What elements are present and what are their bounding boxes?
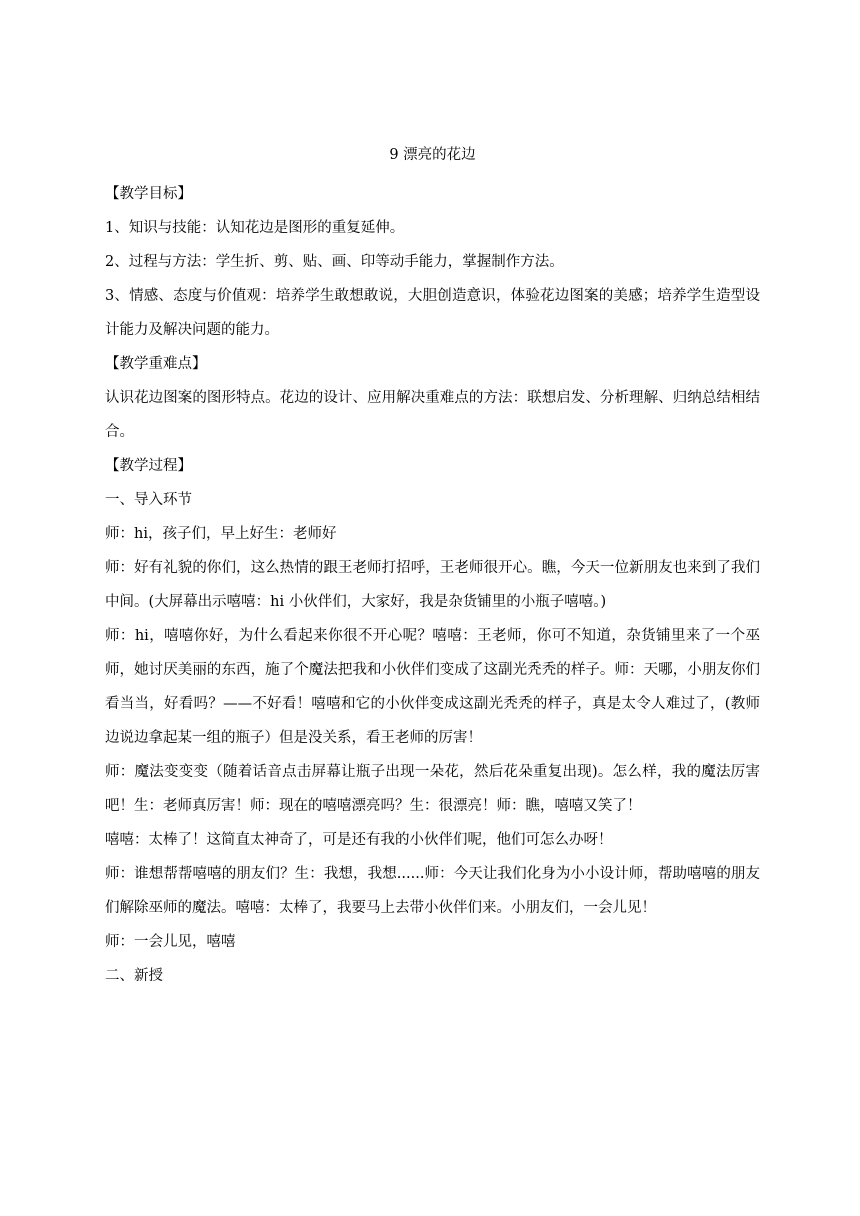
dialogue-paragraph: 师：魔法变变变（随着话音点击屏幕让瓶子出现一朵花，然后花朵重复出现)。怎么样，我的魔法厉害吧！生：老师真厉害！师：现在的嘻嘻漂亮吗？生：很漂亮！师：瞧，嘻嘻又笑了！ <box>105 764 760 814</box>
goal-knowledge-skills: 1、知识与技能：认知花边是图形的重复延伸。 <box>105 220 405 236</box>
dialogue-paragraph: 师：一会儿见，嘻嘻 <box>105 934 236 950</box>
section-introduction: 一、导入环节 <box>105 492 192 508</box>
heading-teaching-process: 【教学过程】 <box>105 458 192 474</box>
dialogue-paragraph: 师：hi，孩子们，早上好生：老师好 <box>105 526 337 542</box>
goal-process-methods: 2、过程与方法：学生折、剪、贴、画、印等动手能力，掌握制作方法。 <box>105 254 564 270</box>
dialogue-paragraph: 师：谁想帮帮嘻嘻的朋友们？生：我想，我想......师：今天让我们化身为小小设计师，帮助嘻嘻的朋友们解除巫师的魔法。嘻嘻：太棒了，我要马上去带小伙伴们来。小朋友们，一会儿见！ <box>105 866 760 916</box>
dialogue-paragraph: 师：hi，嘻嘻你好，为什么看起来你很不开心呢？嘻嘻：王老师，你可不知道，杂货铺里来了一个巫师，她讨厌美丽的东西，施了个魔法把我和小伙伴们变成了这副光秃秃的样子。师：天哪，小朋友你们看当当，好看吗？——不好看！嘻嘻和它的小伙伴变成这副光秃秃的样子，真是太令人难过了，(教师边说边拿起某一组的瓶子）但是没关系，看王老师的厉害！ <box>105 628 760 746</box>
dialogue-paragraph: 师：好有礼貌的你们，这么热情的跟王老师打招呼，王老师很开心。瞧，今天一位新朋友也来到了我们中间。(大屏幕出示嘻嘻：hi 小伙伴们，大家好，我是杂货铺里的小瓶子嘻嘻。) <box>105 560 760 610</box>
key-difficulties-text: 认识花边图案的图形特点。花边的设计、应用解决重难点的方法：联想启发、分析理解、归纳总结相结合。 <box>105 390 760 440</box>
goal-emotion-attitude: 3、情感、态度与价值观：培养学生敢想敢说，大胆创造意识，体验花边图案的美感；培养学生造型设计能力及解决问题的能力。 <box>105 288 760 338</box>
document-page <box>105 143 760 993</box>
heading-teaching-goals: 【教学目标】 <box>105 186 192 202</box>
dialogue-paragraph: 嘻嘻：太棒了！这简直太神奇了，可是还有我的小伙伴们呢，他们可怎么办呀！ <box>105 832 613 848</box>
heading-key-difficulties: 【教学重难点】 <box>105 356 207 372</box>
document-title: 9 漂亮的花边 <box>389 147 476 163</box>
section-new-lesson: 二、新授 <box>105 968 163 984</box>
